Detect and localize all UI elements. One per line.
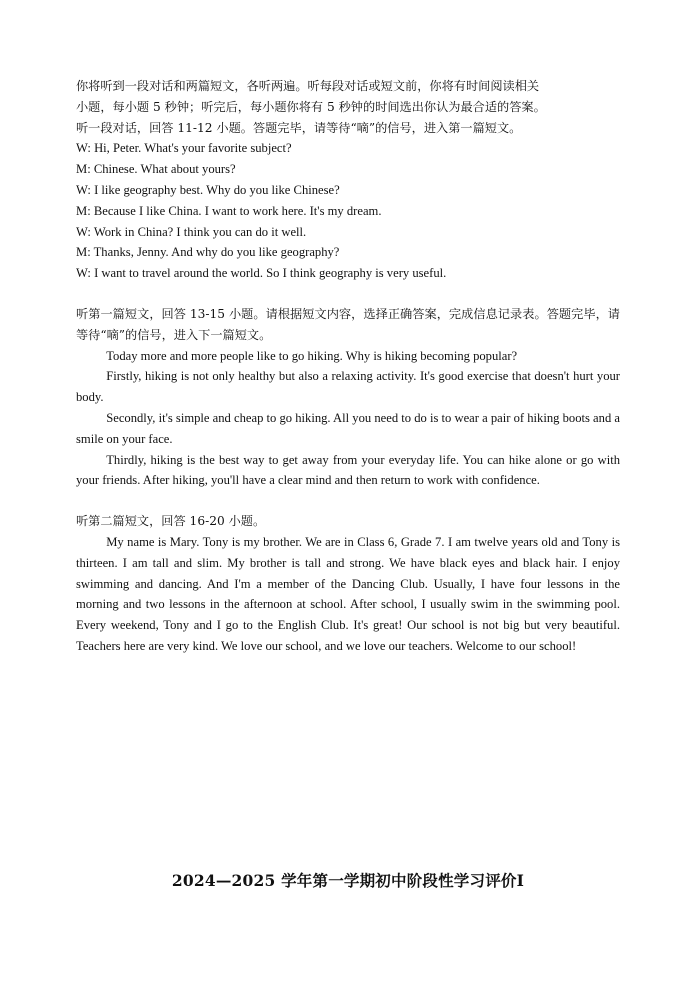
dialogue-line: W: Work in China? I think you can do it well. bbox=[76, 224, 307, 239]
passage-1-paragraph: Today more and more people like to go hiking. Why is hiking becoming popular? bbox=[106, 348, 518, 363]
dialogue-line: W: Hi, Peter. What's your favorite subject? bbox=[76, 141, 292, 156]
dialogue-line: M: Chinese. What about yours? bbox=[76, 162, 236, 177]
exam-title: 2024—2025 学年第一学期初中阶段性学习评价Ⅰ bbox=[171, 871, 525, 890]
dialogue-line: W: I want to travel around the world. So I think geography is very useful. bbox=[76, 266, 447, 281]
instruction-line-2: 小题，每小题 5 秒钟；听完后，每小题你将有 5 秒钟的时间选出你认为最合适的答案。 bbox=[76, 99, 546, 114]
passage-2-intro: 听第二篇短文，回答 16-20 小题。 bbox=[76, 514, 266, 529]
passage-2-paragraph: My name is Mary. Tony is my brother. We are in Class 6, Grade 7. I am twelve years old and Tony is thirteen. I am tall and slim. My brother is tall and strong. We have black eyes and black hair. I enjoy swimming and dancing. And I'm a member of the Dancing Club. Usually, I have four lessons in the morning and two lessons in the afternoon at school. After school, I usually swim in the swimming pool. Every weekend, Tony and I go to the English Club. It's great! Our school is not big but very beautiful. Teachers here are very kind. We love our school, and we love our teachers. Welcome to our school! bbox=[76, 534, 620, 653]
passage-1-intro: 听第一篇短文，回答 13-15 小题。请根据短文内容，选择正确答案，完成信息记录表。答题完毕，请等待“嘀”的信号，进入下一篇短文。 bbox=[76, 306, 620, 342]
document-body bbox=[76, 76, 620, 657]
instruction-line-3: 听一段对话，回答 11-12 小题。答题完毕，请等待“嘀”的信号，进入第一篇短文。 bbox=[76, 120, 522, 135]
dialogue-line: W: I like geography best. Why do you like Chinese? bbox=[76, 182, 340, 197]
passage-1-paragraph: Thirdly, hiking is the best way to get away from your everyday life. You can hike alone or go with your friends. After hiking, you'll have a clear mind and then return to work with confidence. bbox=[76, 452, 620, 488]
dialogue-line: M: Thanks, Jenny. And why do you like geography? bbox=[76, 245, 340, 260]
dialogue-line: M: Because I like China. I want to work here. It's my dream. bbox=[76, 203, 382, 218]
passage-1-paragraph: Firstly, hiking is not only healthy but also a relaxing activity. It's good exercise that doesn't hurt your body. bbox=[76, 369, 620, 405]
instructions bbox=[76, 76, 620, 138]
passage-2-section bbox=[76, 511, 620, 657]
passage-1-paragraph: Secondly, it's simple and cheap to go hiking. All you need to do is to wear a pair of hiking boots and a smile on your face. bbox=[76, 410, 620, 446]
dialogue bbox=[76, 138, 620, 284]
passage-1-section bbox=[76, 304, 620, 491]
instruction-line-1: 你将听到一段对话和两篇短文，各听两遍。听每段对话或短文前，你将有时间阅读相关 bbox=[76, 79, 540, 93]
